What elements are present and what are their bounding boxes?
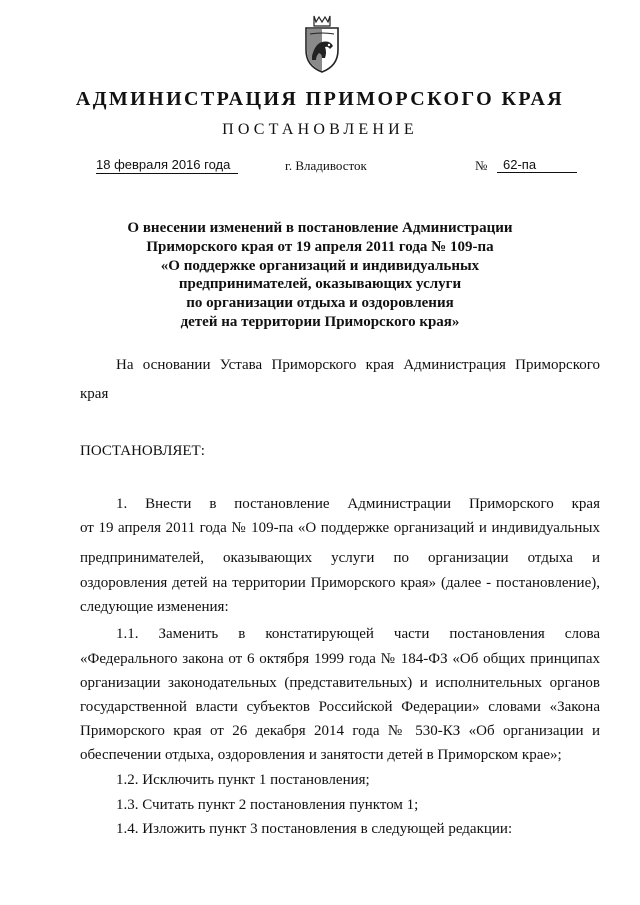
item-1-3: 1.3. Считать пункт 2 постановления пунктом 1; [116, 797, 419, 813]
number-label: № [475, 158, 488, 173]
document-city: г. Владивосток [285, 158, 367, 173]
title-line: предпринимателей, оказывающих услуги [178, 276, 462, 293]
item-1-2: 1.2. Исключить пункт 1 постановления; [116, 772, 370, 788]
item-1-1-line: обеспечении отдыха, оздоровления и занятости детей в Приморском крае»; [80, 747, 562, 763]
title-line: «О поддержке организаций и индивидуальных [160, 257, 480, 274]
organization-name: АДМИНИСТРАЦИЯ ПРИМОРСКОГО КРАЯ [75, 88, 565, 110]
coat-of-arms-icon [300, 12, 344, 74]
item-1-line: предпринимателей, оказывающих услуги по организации отдыха и [80, 550, 600, 566]
title-line: по организации отдыха и оздоровления [186, 295, 454, 312]
item-1-1-line: 1.1. Заменить в констатирующей части постановления слова [116, 626, 600, 642]
document-type: ПОСТАНОВЛЕНИЕ [222, 121, 418, 138]
title-line: Приморского края от 19 апреля 2011 года № 109-па [146, 238, 494, 255]
item-1-line: 1. Внести в постановление Администрации Приморского края [116, 496, 600, 512]
title-line: О внесении изменений в постановление Администрации [127, 220, 513, 236]
title-line: детей на территории Приморского края» [180, 313, 460, 330]
item-1-4: 1.4. Изложить пункт 3 постановления в следующей редакции: [116, 821, 513, 837]
document-title [110, 219, 530, 332]
item-1-1-line: государственной власти субъектов Российской Федерации» словами «Закона [80, 699, 600, 715]
decree-word: ПОСТАНОВЛЯЕТ: [80, 443, 205, 459]
basis-line: На основании Устава Приморского края Администрация Приморского [116, 357, 600, 373]
item-1-1-line: «Федерального закона от 6 октября 1999 года № 184-ФЗ «Об общих принципах [80, 651, 600, 667]
item-1-line: от 19 апреля 2011 года № 109-па «О поддержке организаций и индивидуальных [80, 520, 600, 536]
item-1-1-line: организации законодательных (представительных) и исполнительных органов [80, 675, 600, 691]
basis-line: края [80, 386, 109, 402]
item-1-1-line: Приморского края от 26 декабря 2014 года № 530-КЗ «Об организации и [80, 723, 600, 739]
item-1-line: оздоровления детей на территории Приморского края» (далее - постановление), [80, 575, 600, 591]
document-number: 62-па [497, 157, 577, 173]
item-1-line: следующие изменения: [80, 599, 229, 615]
document-date: 18 февраля 2016 года [96, 157, 238, 174]
